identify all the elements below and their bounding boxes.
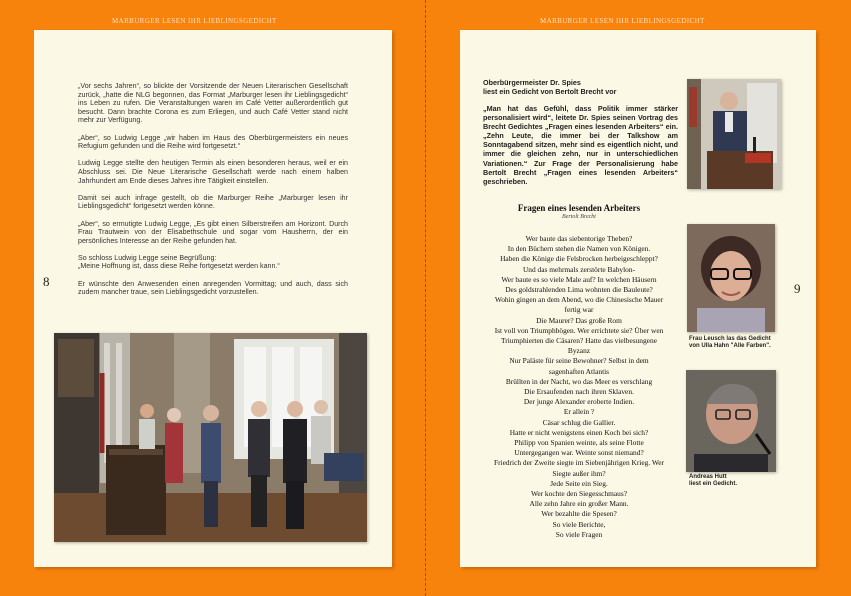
poem-line: Wer kochte den Siegesschmaus? <box>530 489 628 499</box>
poem-line: Haben die Könige die Felsbrocken herbeigeschleppt? <box>500 254 658 264</box>
page-number-left: 8 <box>43 274 50 289</box>
intro-heading-line: Oberbürgermeister Dr. Spies <box>483 78 581 87</box>
poem-lines <box>480 234 678 540</box>
running-header-right: MARBURGER LESEN IHR LIEBLINGSGEDICHT <box>540 17 705 25</box>
group-photo-illustration <box>54 333 367 542</box>
reader-man-photo <box>686 370 776 472</box>
poem-line: Triumphierten die Cäsaren? Hatte das vielbesungene <box>501 336 657 346</box>
poem-line: Wohin gingen an dem Abend, wo die Chinesische Mauer <box>494 295 664 305</box>
poem-line: Cäsar schlug die Gallier. <box>542 417 616 427</box>
reader-woman-caption: Frau Leusch las das Gedicht von Ulla Hahn "Alle Farben". <box>689 336 771 350</box>
intro-heading-line: liest ein Gedicht von Bertolt Brecht vor <box>483 87 617 96</box>
poem-line: Und das mehrmals zerstörte Babylon- <box>522 264 636 274</box>
poem-line: Alle zehn Jahre ein großer Mann. <box>529 499 629 509</box>
poem-line: Hatte er nicht wenigstens einen Koch bei sich? <box>509 427 649 437</box>
poem-line: Wer baute es so viele Male auf? In welchen Häusern <box>501 274 657 284</box>
paragraph: „Aber“, so ermutigte Ludwig Legge, „Es gibt einen Silberstreifen am Horizont. Durch Frau Trautwein von der Elisabethschule und sogar vom Hausherrn, der ein persönliches Interesse an der Reihe gefunden hat. <box>78 219 348 245</box>
caption-line: liest ein Gedicht. <box>689 481 738 488</box>
mayor-photo <box>687 79 781 189</box>
intro-heading <box>483 78 683 96</box>
paragraph: „Vor sechs Jahren“, so blickte der Vorsitzende der Neuen Literarischen Gesellschaft zurück, „hatte die NLG begonnen, das Format „Marburger lesen ihr Lieblingsgedicht“ ins Leben zu rufen. Die Veranstaltungen waren im Café Vetter außerordentlich gut besucht. Dann brachte Corona es zum Erliegen, und auch Café Vetter stand nicht mehr zur Verfügung. <box>78 82 348 125</box>
poem-title: Fragen eines lesenden Arbeiters <box>517 203 641 213</box>
paragraph: Damit sei auch infrage gestellt, ob die Marburger Reihe „Marburger lesen ihr Lieblingsgedicht“ fortgesetzt werden könne. <box>78 193 348 211</box>
intro-text: „Man hat das Gefühl, dass Politik immer stärker personalisiert wird“, leitete Dr. Spies seinen Vortrag des Brecht Gedichtes „Fragen eines lesenden Arbeiters“ ein. „Zehn Leute, die immer bei der Talkshow am Sonntagabend sitzen, mehr sind es eigentlich nicht, und immer die gleichen zehn, nur in unterschiedlichen Variationen.“ Zur Frage der Personalisierung habe Bertolt Brecht „Fragen eines lesenden Arbeiters“ geschrieben. <box>483 104 678 186</box>
center-fold-line <box>425 0 426 596</box>
poem-line: Er allein ? <box>563 407 595 417</box>
poem-line: In den Büchern stehen die Namen von Königen. <box>507 244 651 254</box>
article-text-left <box>78 82 348 297</box>
reader-man-caption <box>689 474 779 489</box>
poem-line: Ist voll von Triumphbögen. Wer errichtete sie? Über wen <box>494 325 664 335</box>
paragraph: Ludwig Legge stellte den heutigen Termin als einen besonderen heraus, weil er ein Abschluss sei. Die Neue Literarische Gesellschaft werde nach einem halben Jahrhundert am Ende dieses Jahres ihre Tätigkeit einstellen. <box>78 159 348 185</box>
group-photo <box>54 333 367 542</box>
paragraph: So schloss Ludwig Legge seine Begrüßung: „Meine Hoffnung ist, dass diese Reihe fortgesetzt werden kann.“ <box>78 253 280 271</box>
poem-line: Nur Paläste für seine Bewohner? Selbst in dem <box>509 356 649 366</box>
reader-woman-photo <box>687 224 775 332</box>
poem-line: Wer bezahlte die Spesen? <box>541 509 617 519</box>
poem-line: Jede Seite ein Sieg. <box>550 478 608 488</box>
running-header-left: MARBURGER LESEN IHR LIEBLINGSGEDICHT <box>112 17 277 25</box>
poem-line: So viele Fragen <box>555 529 603 539</box>
poem-line: Wer baute das siebentorige Theben? <box>525 234 633 243</box>
poem-line: Die Maurer? Das große Rom <box>536 315 622 325</box>
poem-line: Brüllten in der Nacht, wo das Meer es verschlang <box>505 376 653 386</box>
poem-line: Untergegangen war. Weinte sonst niemand? <box>514 448 644 458</box>
poem-line: Friedrich der Zweite siegte im Siebenjährigen Krieg. Wer <box>493 458 665 468</box>
paragraph: Er wünschte den Anwesenden einen anregenden Vormittag; und auch, dass sich zudem mancher traue, sein Lieblingsgedicht vorzustellen. <box>78 279 348 297</box>
poem-line: Die Ersaufenden nach ihren Sklaven. <box>524 387 634 397</box>
poem-line: Der junge Alexander eroberte Indien. <box>523 397 635 407</box>
poem-line: So viele Berichte, <box>552 519 606 529</box>
caption-line: Andreas Hutt <box>689 474 727 480</box>
poem-line: Byzanz <box>567 346 591 356</box>
poem-line: Siegte außer ihm? <box>552 468 606 478</box>
page-number-right: 9 <box>794 281 801 296</box>
paragraph: „Aber“, so Ludwig Legge „wir haben im Haus des Oberbürgermeisters ein neues Refugium gefunden und die Reihe wird fortgesetzt.“ <box>78 133 348 151</box>
poem-line: Philipp von Spanien weinte, als seine Flotte <box>514 438 644 448</box>
mayor-photo-illustration <box>687 79 781 189</box>
poem-line: sagenhaften Atlantis <box>548 366 610 376</box>
reader-woman-illustration <box>687 224 775 332</box>
poem-author: Bertolt Brecht <box>562 214 596 220</box>
poem-line: Des goldstrahlenden Lima wohnten die Bauleute? <box>505 285 653 295</box>
poem-line: fertig war <box>564 305 594 315</box>
reader-man-illustration <box>686 370 776 472</box>
